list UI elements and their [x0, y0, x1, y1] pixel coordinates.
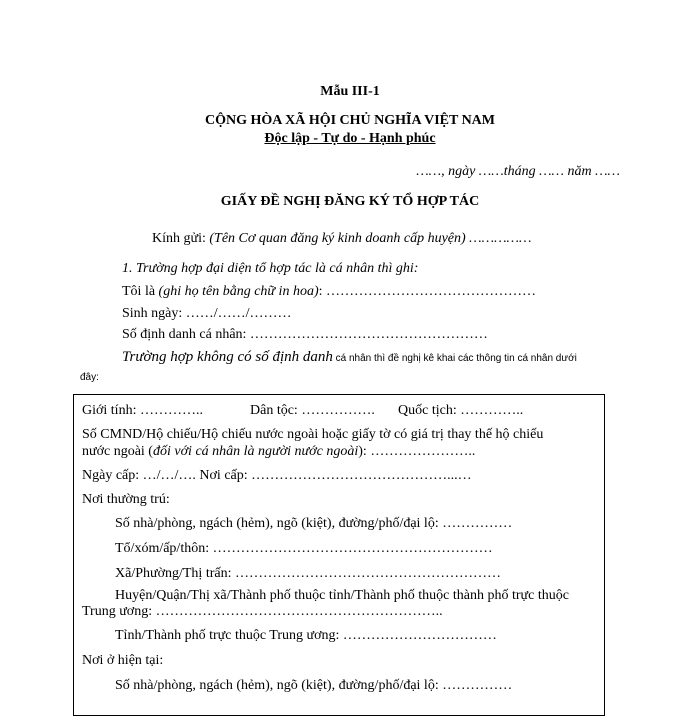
permanent-hamlet-line: Tổ/xóm/ấp/thôn: ……………………………………………………: [115, 541, 493, 556]
name-label: Tôi là: [122, 284, 159, 299]
nationality-field: Quốc tịch: …………..: [398, 403, 524, 418]
no-id-italic: Trường hợp không có số định danh: [122, 349, 333, 365]
country-name: CỘNG HÒA XÃ HỘI CHỦ NGHĨA VIỆT NAM: [204, 113, 495, 128]
permanent-district-line-1: Huyện/Quận/Thị xã/Thành phố thuộc tỉnh/Thành phố thuộc thành phố trực thuộc: [115, 588, 569, 603]
document-title: GIẤY ĐỀ NGHỊ ĐĂNG KÝ TỔ HỢP TÁC: [220, 194, 480, 209]
id-doc-2b: đối với cá nhân là người nước ngoài: [152, 444, 359, 459]
dob-line: Sinh ngày: ……/……/………: [122, 306, 292, 321]
no-id-rest-2: đây:: [80, 372, 99, 383]
id-document-line-1: Số CMND/Hộ chiếu/Hộ chiếu nước ngoài hoặc giấy tờ có giá trị thay thế hộ chiếu: [82, 427, 544, 442]
permanent-address-label: Nơi thường trú:: [82, 492, 170, 507]
current-house-line: Số nhà/phòng, ngách (hẻm), ngõ (kiệt), đường/phố/đại lộ: ……………: [115, 678, 513, 693]
ethnicity-field: Dân tộc: …………….: [250, 403, 375, 418]
id-document-line-2: [82, 443, 475, 461]
name-hint: (ghi họ tên bằng chữ in hoa): [158, 284, 319, 299]
id-doc-2a: nước ngoài (: [82, 444, 153, 459]
recipient-label: Kính gửi:: [152, 231, 210, 246]
issue-line: Ngày cấp: …/…/…. Nơi cấp: ……………………………………...…: [82, 468, 472, 483]
gender-field: Giới tính: …………..: [82, 403, 203, 418]
section-1-heading: 1. Trường hợp đại diện tổ hợp tác là cá nhân thì ghi:: [122, 261, 419, 276]
recipient-line: [152, 230, 531, 248]
current-address-label: Nơi ở hiện tại:: [82, 653, 164, 668]
no-id-line: [122, 348, 577, 368]
motto-text: Độc lập - Tự do - Hạnh phúc: [264, 131, 436, 146]
form-code: Mẫu III-1: [320, 84, 380, 99]
id-doc-2c: ): …………………..: [358, 444, 476, 459]
id-number-line: Số định danh cá nhân: ……………………………………………: [122, 327, 488, 342]
no-id-rest: cá nhân thì đề nghị kê khai các thông tin cá nhân dưới: [332, 353, 577, 364]
name-line: [122, 283, 536, 301]
name-dots: : ………………………………………: [318, 284, 536, 299]
recipient-value: (Tên Cơ quan đăng ký kinh doanh cấp huyện) ……………: [209, 231, 532, 246]
permanent-province-line: Tỉnh/Thành phố trực thuộc Trung ương: ……………………………: [115, 628, 497, 643]
date-line: ……, ngày ……tháng …… năm ……: [416, 164, 620, 179]
permanent-district-line-2: Trung ương: ……………………………………………………..: [82, 604, 443, 619]
permanent-ward-line: Xã/Phường/Thị trấn: …………………………………………………: [115, 566, 501, 581]
motto: [0, 130, 700, 148]
permanent-house-line: Số nhà/phòng, ngách (hẻm), ngõ (kiệt), đường/phố/đại lộ: ……………: [115, 516, 513, 531]
